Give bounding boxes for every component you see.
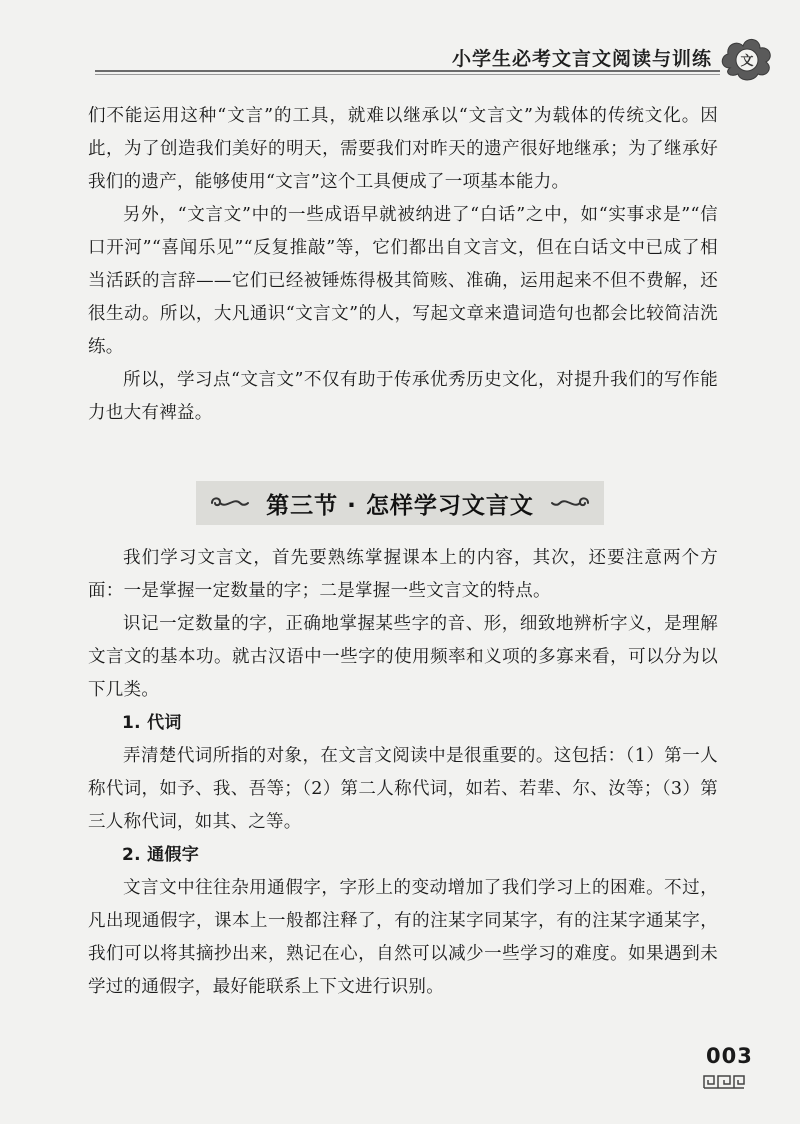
paragraph: 我们学习文言文，首先要熟练掌握课本上的内容，其次，还要注意两个方面：一是掌握一定数量的字；二是掌握一些文言文的特点。: [88, 548, 718, 601]
paragraph: 另外，“文言文”中的一些成语早就被纳进了“白话”之中，如“实事求是”“信口开河”“喜闻乐见”“反复推敲”等，它们都出自文言文，但在白话文中已成了相当活跃的言辞——它们已经被锤炼得极其简赅、准确，运用起来不但不费解，还很生动。所以，大凡通识“文言文”的人，写起文章来遣词造句也都会比较简洁洗练。: [88, 205, 718, 357]
page-header: [0, 0, 800, 100]
fret-ornament-icon: [702, 1074, 746, 1090]
paragraph: 弄清楚代词所指的对象，在文言文阅读中是很重要的。这包括：（1）第一人称代词，如予、我、吾等；（2）第二人称代词，如若、若辈、尔、汝等；（3）第三人称代词，如其、之等。: [88, 746, 718, 832]
subheading-tongjiazi: 2. 通假字: [122, 845, 200, 865]
swirl-ornament-left-icon: [208, 493, 252, 513]
cloud-badge-icon: [716, 30, 778, 86]
paragraph: 文言文中往往杂用通假字，字形上的变动增加了我们学习上的困难。不过，凡出现通假字，课本上一般都注释了，有的注某字同某字，有的注某字通某字，我们可以将其摘抄出来，熟记在心，自然可以减少一些学习的难度。如果遇到未学过的通假字，最好能联系上下文进行识别。: [88, 878, 718, 997]
paragraph: 们不能运用这种“文言”的工具，就难以继承以“文言文”为载体的传统文化。因此，为了创造我们美好的明天，需要我们对昨天的遗产很好地继承；为了继承好我们的遗产，能够使用“文言”这个工具便成了一项基本能力。: [88, 106, 718, 192]
subheading-pronoun: 1. 代词: [122, 713, 182, 733]
section-continuation: [88, 100, 718, 430]
badge-glyph: 文: [740, 54, 754, 69]
paragraph: 所以，学习点“文言文”不仅有助于传承优秀历史文化，对提升我们的写作能力也大有裨益。: [88, 370, 718, 423]
section-three-body: [88, 542, 718, 1004]
section-banner: [196, 481, 604, 525]
paragraph: 识记一定数量的字，正确地掌握某些字的音、形，细致地辨析字义，是理解文言文的基本功。就古汉语中一些字的使用频率和义项的多寡来看，可以分为以下几类。: [88, 614, 718, 700]
page-number: 003: [706, 1044, 753, 1068]
section-title: 第三节 · 怎样学习文言文: [266, 492, 534, 519]
book-title: 小学生必考文言文阅读与训练: [451, 48, 712, 70]
swirl-ornament-right-icon: [548, 493, 592, 513]
header-rule-thin: [95, 74, 720, 75]
